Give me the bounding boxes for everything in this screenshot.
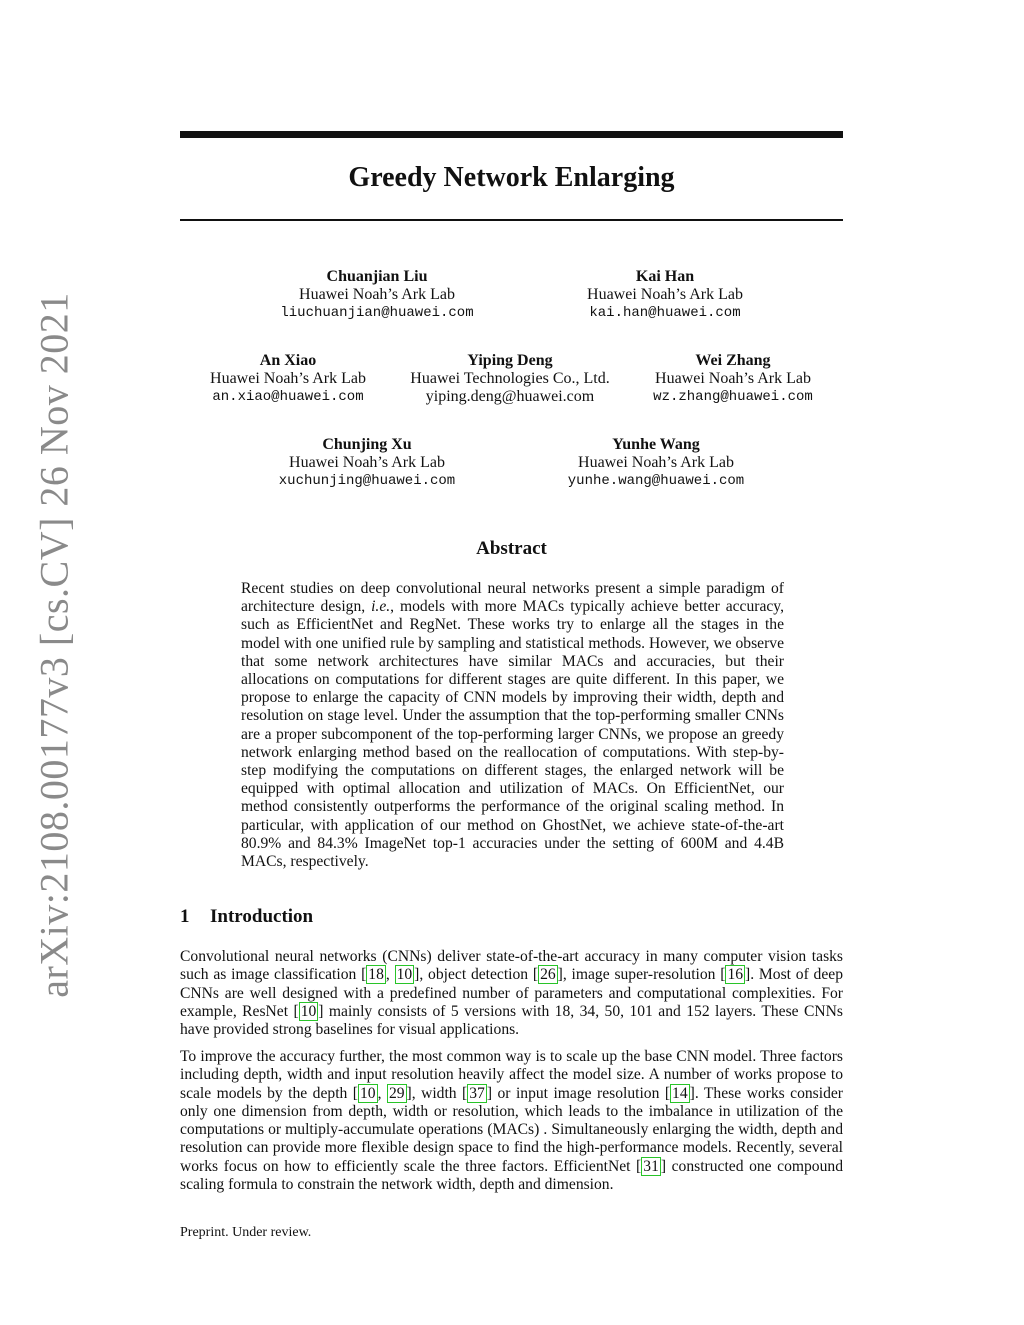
author-email[interactable]: yunhe.wang@huawei.com	[567, 473, 745, 489]
citation-link[interactable]: 31	[643, 1157, 659, 1175]
author-block	[247, 268, 507, 322]
author-block	[237, 436, 497, 490]
preprint-footer: Preprint. Under review.	[180, 1225, 312, 1240]
author-block	[603, 352, 863, 406]
author-affiliation: Huawei Noah’s Ark Lab	[299, 286, 455, 303]
author-email[interactable]: kai.han@huawei.com	[589, 305, 741, 321]
abstract-body: Recent studies on deep convolutional neural networks present a simple paradigm of architecture design, i.e., models with more MACs typically achieve better accuracy, such as EfficientNet and RegNet. These works try to enlarge all the stages in the model with one unified rule by sampling and statistical methods. However, we observe that some network architectures have similar MACs and accuracies, but their allocations on computations for different stages are quite different. In this paper, we propose to enlarge the capacity of CNN models by improving their width, depth and resolution on stage level. Under the assumption that the top-performing smaller CNNs are a proper subcomponent of the top-performing larger CNNs, we propose an greedy network enlarging method based on the reallocation of computations. With step-by-step modifying the computations on different stages, the enlarged network will be equipped with optimal allocation and utilization of MACs. On EfficientNet, our method consistently outperforms the performance of the original scaling method. In particular, with application of our method on GhostNet, we achieve state-of-the-art 80.9% and 84.3% ImageNet top-1 accuracies under the setting of 600M and 4.4B MACs, respectively.	[241, 580, 784, 871]
citation-link[interactable]: 10	[396, 966, 413, 984]
citation-link[interactable]: 16	[727, 966, 744, 984]
title-top-rule	[180, 131, 843, 138]
citation-link[interactable]: 37	[469, 1084, 485, 1102]
intro-paragraph-2: To improve the accuracy further, the most common way is to scale up the base CNN model. Three factors including depth, width and input resolution heavily affect the model size. A number of works propose to scale models by the depth [ 10 , 29 ], width [ 37 ] or input image resolution [ 14 ]. These works consider only one dimension from depth, width or resolution, which leads to the imbalance in utilization of the computations or multiply-accumulate operations (MACs) . Simultaneously enlarging the width, depth and resolution can provide more flexible design space to find the high-performance models. Recently, several works focus on how to efficiently scale the three factors. EfficientNet [ 31 ] constructed one compound scaling formula to constrain the network width, depth and dimension.	[180, 1048, 843, 1194]
author-name: Chunjing Xu	[322, 436, 412, 453]
citation-link[interactable]: 14	[672, 1084, 688, 1102]
author-name: An Xiao	[259, 352, 317, 369]
author-email[interactable]: xuchunjing@huawei.com	[278, 473, 456, 489]
citation-link[interactable]: 10	[300, 1002, 317, 1020]
arxiv-identifier: arXiv:2108.00177v3 [cs.CV] 26 Nov 2021	[31, 292, 77, 998]
section-heading	[180, 906, 313, 928]
author-affiliation: Huawei Noah’s Ark Lab	[289, 454, 445, 471]
author-block	[526, 436, 786, 490]
section-title: Introduction	[210, 906, 314, 927]
author-block	[535, 268, 795, 322]
author-email[interactable]: an.xiao@huawei.com	[212, 389, 364, 405]
author-name: Yunhe Wang	[612, 436, 700, 453]
abstract-heading: Abstract	[476, 538, 547, 559]
author-email[interactable]: yiping.deng@huawei.com	[425, 388, 595, 405]
author-email[interactable]: wz.zhang@huawei.com	[653, 389, 813, 405]
section-number: 1	[180, 906, 190, 927]
author-block	[158, 352, 418, 406]
intro-paragraph-1: Convolutional neural networks (CNNs) deliver state-of-the-art accuracy in many computer vision tasks such as image classification [ 18 , 10 ], object detection [ 26 ], image super-resolution [ 16 ]. Most of deep CNNs are well designed with a predefined number of parameters and computational complexities. For example, ResNet [ 10 ] mainly consists of 5 versions with 18, 34, 50, 101 and 152 layers. These CNNs have provided strong baselines for visual applications.	[180, 948, 843, 1039]
author-affiliation: Huawei Noah’s Ark Lab	[210, 370, 366, 387]
author-affiliation: Huawei Technologies Co., Ltd.	[410, 370, 610, 387]
citation-link[interactable]: 29	[388, 1084, 405, 1102]
title-bottom-rule	[180, 219, 843, 221]
citation-link[interactable]: 26	[540, 966, 556, 984]
author-name: Kai Han	[635, 268, 695, 285]
paper-title: Greedy Network Enlarging	[348, 162, 675, 193]
author-name: Yiping Deng	[467, 352, 553, 369]
author-affiliation: Huawei Noah’s Ark Lab	[655, 370, 811, 387]
abstract-ie: i.e.	[371, 598, 391, 616]
citation-link[interactable]: 18	[368, 966, 384, 984]
author-affiliation: Huawei Noah’s Ark Lab	[578, 454, 734, 471]
citation-link[interactable]: 10	[359, 1084, 376, 1102]
author-block	[380, 352, 640, 406]
author-email[interactable]: liuchuanjian@huawei.com	[280, 305, 474, 321]
author-name: Chuanjian Liu	[326, 268, 428, 285]
author-name: Wei Zhang	[695, 352, 771, 369]
author-affiliation: Huawei Noah’s Ark Lab	[587, 286, 743, 303]
